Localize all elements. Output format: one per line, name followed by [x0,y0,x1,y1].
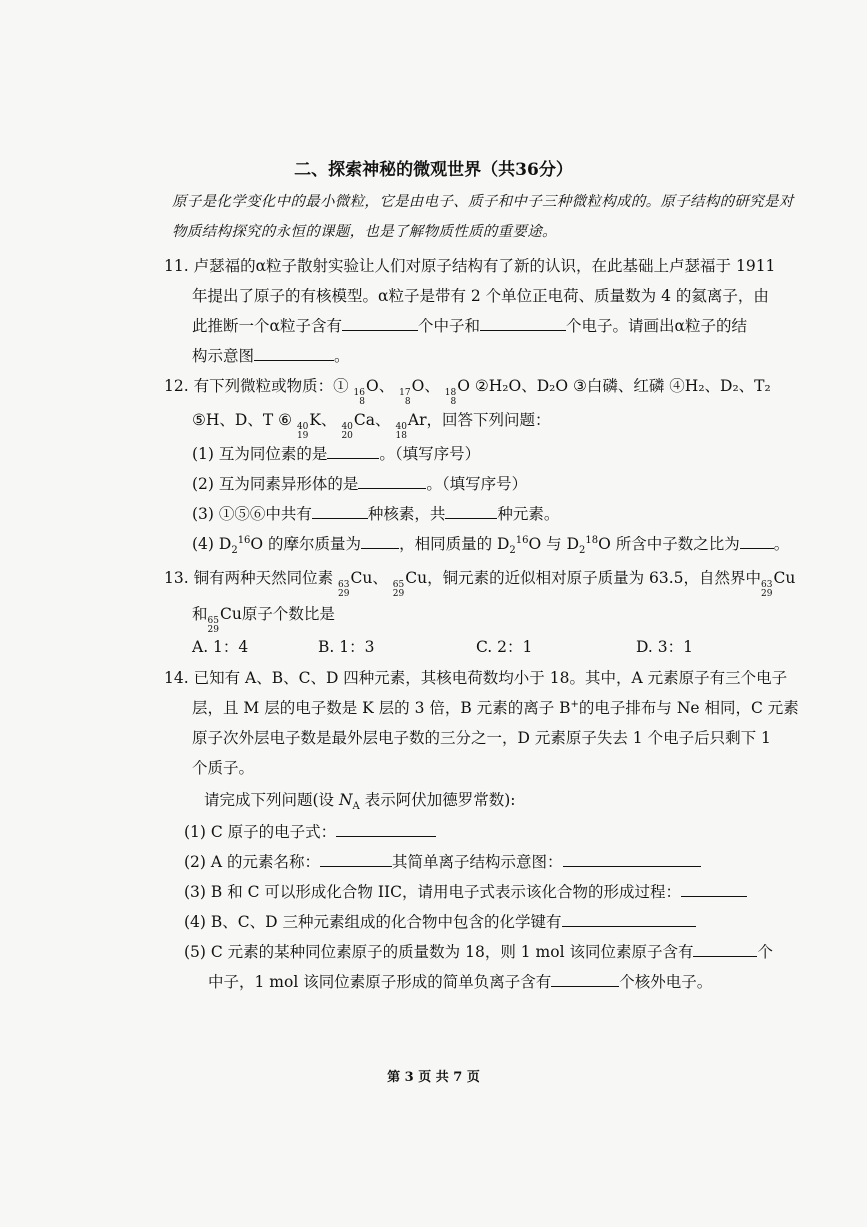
q13-option-b[interactable]: B. 1：3 [318,638,375,656]
q14-line3: 原子次外层电子数是最外层电子数的三分之一，D 元素原子失去 1 个电子后只剩下 1 [192,729,771,747]
q14-line4: 个质子。 [192,759,255,777]
isotope-ca40: 40 20 Ca [341,411,376,441]
q13-option-d[interactable]: D. 3：1 [636,638,693,656]
q12-sub3: (3) ①⑤⑥中共有 种核素，共 种元素。 [192,505,560,523]
isotope-k40: 40 19 K [296,411,321,441]
q12-ratio-blank[interactable] [740,534,774,549]
q14-sub5-line2: 中子，1 mol 该同位素原子形成的简单负离子含有 个核外电子。 [208,973,713,991]
isotope-cu63: 63 29 Cu [338,569,373,599]
q14-line2: 层，且 M 层的电子数是 K 层的 3 倍，B 元素的离子 B+的电子排布与 Ne 相同，C 元素 [192,698,799,717]
q14-line5: 请完成下列问题(设 $N_A$ 表示阿伏加德罗常数): [204,791,516,813]
q12-line2: ⑤H、D、T ⑥ 40 19 K、 40 20 Ca、 40 18 Ar，回答下列问题： [192,411,551,441]
q11-line2: 年提出了原子的有核模型。α粒子是带有 2 个单位正电荷、质量数为 4 的氦离子，由 [192,287,769,305]
q11-line4: 构示意图 。 [192,347,350,365]
q14-sub2: (2) A 的元素名称： 其简单离子结构示意图： [184,852,701,872]
isotope-cu65-b: 65 29 Cu [207,605,242,635]
q12-sub2: (2) 互为同素异形体的是 。（填写序号） [192,475,528,493]
q11-electron-blank[interactable] [480,316,566,331]
q14-sub3: (3) B 和 C 可以形成化合物 ΙΙC，请用电子式表示该化合物的形成过程： [184,882,747,902]
q11-line3: 此推断一个α粒子含有 个中子和 个电子。请画出α粒子的结 [192,317,747,335]
q11-line1: 11. 卢瑟福的α粒子散射实验让人们对原子结构有了新的认识，在此基础上卢瑟福于 1911 [164,257,776,275]
q14-sub3-blank[interactable] [681,882,747,897]
q14-electron-blank[interactable] [551,972,619,987]
q11-diagram-blank[interactable] [254,346,334,361]
q12-nuclide-blank[interactable] [312,504,368,519]
q14-line1: 14. 已知有 A、B、C、D 四种元素，其核电荷数均小于 18。其中，A 元素原子有三个电子 [164,669,788,687]
section-intro-line2: 物质结构探究的永恒的课题，也是了解物质性质的重要途。 [172,224,557,240]
q13-line1: 13. 铜有两种天然同位素 63 29 Cu、 65 29 Cu，铜元素的近似相对原子质量为 63.5，自然界中 63 29 Cu [164,569,796,599]
q13-option-a[interactable]: A. 1：4 [192,638,249,656]
q14-element-name-blank[interactable] [320,852,392,867]
section-title: 二、探索神秘的微观世界（共36分） [294,160,573,180]
q12-sub1-blank[interactable] [327,444,379,459]
q14-sub4-blank[interactable] [562,912,696,927]
isotope-o17: 17 8 O [399,377,425,407]
q13-option-c[interactable]: C. 2：1 [476,638,533,656]
q14-neutron-blank[interactable] [693,942,757,957]
q14-sub1: (1) C 原子的电子式： [184,822,436,842]
q11-neutron-blank[interactable] [342,316,418,331]
q12-element-blank[interactable] [445,504,497,519]
q14-sub5-line1: (5) C 元素的某种同位素原子的质量数为 18，则 1 mol 该同位素原子含有 个 [184,943,773,961]
isotope-o16: 16 8 O [353,377,379,407]
q14-sub1-blank[interactable] [336,822,436,837]
q12-line1: 12. 有下列微粒或物质：① 16 8 O、 17 8 O、 18 8 O ②H₂O、D₂O ③白磷、红磷 ④H₂、D₂、T₂ [164,377,771,407]
isotope-ar40: 40 18 Ar [395,411,427,441]
isotope-cu65: 65 29 Cu [392,569,428,599]
q13-line2: 和 65 29 Cu原子个数比是 [192,605,335,635]
page-footer: 第 3 页 共 7 页 [387,1070,480,1085]
q12-molar-mass-blank[interactable] [361,534,399,549]
isotope-o18: 18 8 O [444,377,470,407]
q12-sub2-blank[interactable] [358,474,426,489]
q12-sub4: (4) $D_2^{16}O$ 的摩尔质量为 ，相同质量的 $D_2^{16}O$ 与 $D_2^{18}O$ 所含中子数之比为 。 [192,534,790,557]
q14-sub4: (4) B、C、D 三种元素组成的化合物中包含的化学键有 [184,912,696,932]
isotope-cu63-b: 63 29 Cu [761,569,796,599]
section-intro-line1: 原子是化学变化中的最小微粒，它是由电子、质子和中子三种微粒构成的。原子结构的研究是对 [172,194,794,210]
q12-sub1: (1) 互为同位素的是 。（填写序号） [192,445,481,463]
q14-ion-diagram-blank[interactable] [563,852,701,867]
